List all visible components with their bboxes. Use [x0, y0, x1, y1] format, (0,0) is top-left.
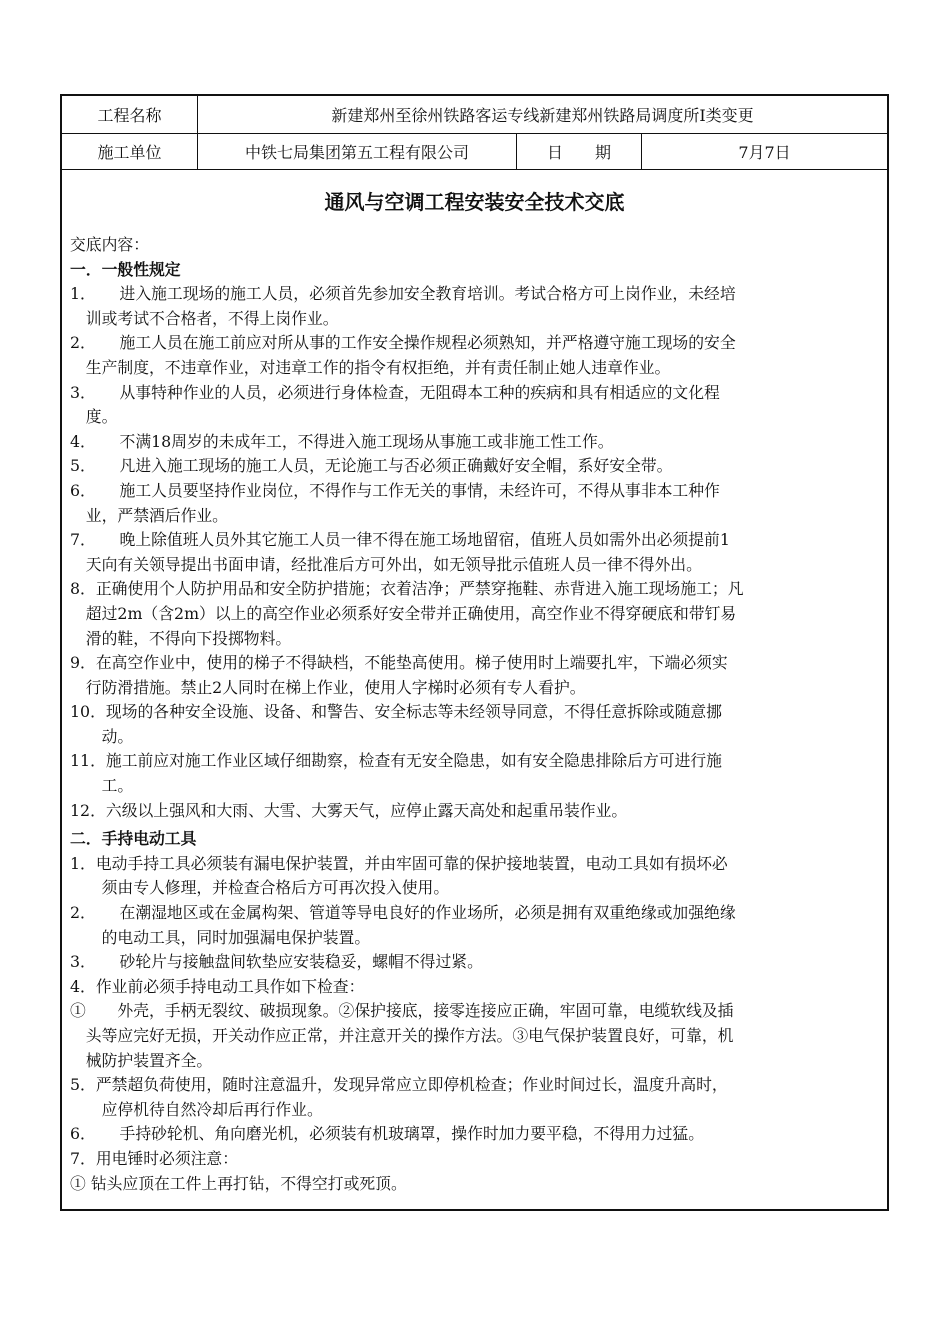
header-row-project — [62, 96, 887, 134]
content-line: 6． 施工人员要坚持作业岗位，不得作与工作无关的事情，未经许可，不得从事非本工种作 — [70, 480, 720, 500]
content-line: 天向有关领导提出书面申请，经批准后方可外出，如无领导批示值班人员一律不得外出。 — [70, 554, 702, 574]
content-line: 的电动工具，同时加强漏电保护装置。 — [70, 927, 371, 947]
project-name-value: 新建郑州至徐州铁路客运专线新建郑州铁路局调度所Ⅰ类变更 — [331, 106, 754, 125]
content-line: 械防护装置齐全。 — [70, 1050, 213, 1070]
content-line: 3． 砂轮片与接触盘间软垫应安装稳妥，螺帽不得过紧。 — [70, 952, 483, 972]
date-value: 7月7日 — [738, 143, 791, 162]
content-line: ① 钻头应顶在工件上再打钻，不得空打或死顶。 — [70, 1173, 407, 1193]
project-name-label: 工程名称 — [62, 96, 198, 133]
content-line: 须由专人修理，并检查合格后方可再次投入使用。 — [70, 878, 450, 898]
content-line: 度。 — [70, 407, 118, 427]
content-line: 10．现场的各种安全设施、设备、和警告、安全标志等未经领导同意，不得任意拆除或随意挪 — [70, 702, 722, 722]
content-line: 滑的鞋，不得向下投掷物料。 — [70, 628, 292, 648]
construction-unit-label: 施工单位 — [62, 134, 198, 169]
content-line: 9．在高空作业中，使用的梯子不得缺档，不能垫高使用。梯子使用时上端要扎牢，下端必须实 — [70, 653, 728, 673]
content-line: 2． 施工人员在施工前应对所从事的工作安全操作规程必须熟知，并严格遵守施工现场的安全 — [70, 333, 736, 353]
content-line: 3． 从事特种作业的人员，必须进行身体检查，无阻碍本工种的疾病和具有相适应的文化程 — [70, 382, 720, 402]
content-line: 11．施工前应对施工作业区域仔细勘察，检查有无安全隐患，如有安全隐患排除后方可进行施 — [70, 751, 722, 771]
construction-unit-value: 中铁七局集团第五工程有限公司 — [198, 134, 517, 169]
content-line: 工。 — [70, 776, 134, 796]
content-line: 头等应完好无损，开关动作应正常，并注意开关的操作方法。③电气保护装置良好，可靠，机 — [70, 1026, 734, 1045]
content-line: 动。 — [70, 726, 134, 746]
document-title: 通风与空调工程安装安全技术交底 — [324, 190, 625, 214]
content-line: 业，严禁酒后作业。 — [70, 505, 228, 525]
header-row-unit — [62, 134, 887, 170]
content-line: 5．严禁超负荷使用，随时注意温升，发现异常应立即停机检查；作业时间过长，温度升高时， — [70, 1075, 728, 1095]
content-line: 应停机待自然冷却后再行作业。 — [70, 1099, 323, 1119]
content-line: 12．六级以上强风和大雨、大雪、大雾天气，应停止露天高处和起重吊装作业。 — [70, 800, 628, 820]
content-line: 7．用电锤时必须注意： — [70, 1148, 239, 1168]
content-line: 1．电动手持工具必须装有漏电保护装置，并由牢固可靠的保护接地装置，电动工具如有损坏必 — [70, 853, 728, 873]
content-line: 1． 进入施工现场的施工人员，必须首先参加安全教育培训。考试合格方可上岗作业，未经培 — [70, 284, 736, 304]
content-line: ① 外壳，手柄无裂纹、破损现象。②保护接底，接零连接应正确，牢固可靠，电缆软线及插 — [70, 1001, 734, 1021]
content-line: 7． 晚上除值班人员外其它施工人员一律不得在施工场地留宿，值班人员如需外出必须提前1 — [70, 530, 730, 550]
content-line: 8．正确使用个人防护用品和安全防护措施；衣着洁净；严禁穿拖鞋、赤背进入施工现场施工；凡 — [70, 579, 744, 599]
section-heading: 二．手持电动工具 — [70, 829, 197, 849]
date-label: 日 期 — [517, 134, 642, 169]
content-line: 6． 手持砂轮机、角向磨光机，必须装有机玻璃罩，操作时加力要平稳，不得用力过猛。 — [70, 1124, 705, 1144]
content-line: 4． 不满18周岁的未成年工，不得进入施工现场从事施工或非施工性工作。 — [70, 431, 614, 451]
content-line: 5． 凡进入施工现场的施工人员，无论施工与否必须正确戴好安全帽，系好安全带。 — [70, 456, 673, 476]
content-line: 生产制度，不违章作业，对违章工作的指令有权拒绝，并有责任制止她人违章作业。 — [70, 357, 671, 377]
document-sheet — [60, 94, 889, 1211]
content-line: 2． 在潮湿地区或在金属构架、管道等导电良好的作业场所，必须是拥有双重绝缘或加强绝缘 — [70, 903, 736, 923]
content-line: 超过2m（含2m）以上的高空作业必须系好安全带并正确使用，高空作业不得穿硬底和带钉易 — [70, 603, 737, 623]
content-line: 4．作业前必须手持电动工具作如下检查： — [70, 976, 365, 996]
content-line: 交底内容： — [70, 235, 149, 254]
section-heading: 一．一般性规定 — [70, 259, 181, 279]
briefing-content — [70, 233, 882, 1196]
content-line: 行防滑措施。禁止2人同时在梯上作业，使用人字梯时必须有专人看护。 — [70, 677, 586, 697]
content-line: 训或考试不合格者，不得上岗作业。 — [70, 308, 339, 328]
